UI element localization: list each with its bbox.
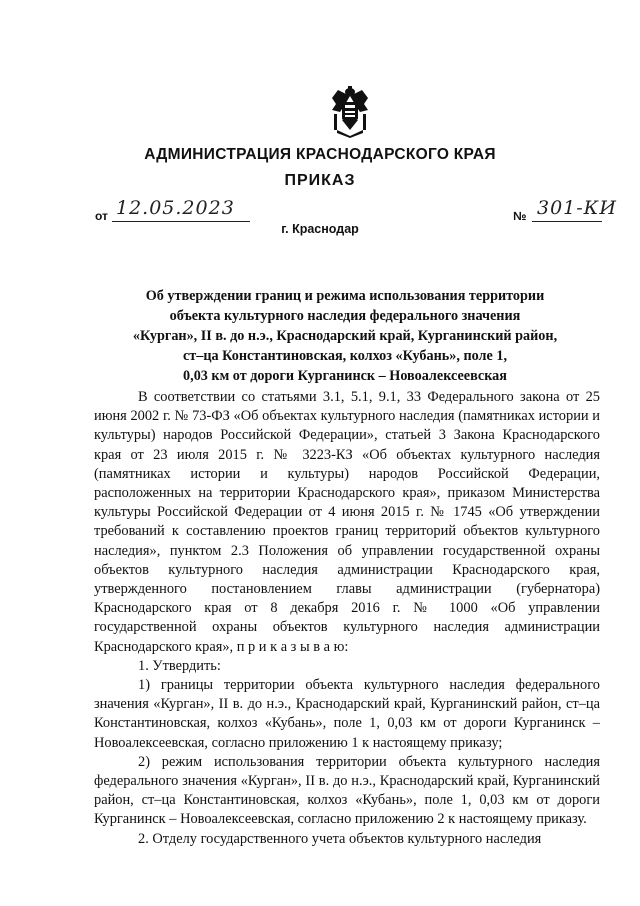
title-line: 0,03 км от дороги Курганинск – Новоалексеевская: [183, 368, 507, 384]
item-1-1: 1) границы территории объекта культурного наследия федерального значения «Курган», II в. до н.э., Краснодарский край, Курганинский район, ст–ца Константиновская, колхоз «Кубань», поле 1, 0,03 км от дороги Курганинск – Новоалексеевская, согласно приложению 1 к настоящему приказу;: [94, 677, 600, 751]
title-line: объекта культурного наследия федерального значения: [169, 308, 521, 324]
document-title: [90, 286, 600, 386]
item-2: 2. Отделу государственного учета объектов культурного наследия: [138, 830, 542, 847]
item-1-2: 2) режим использования территории объекта культурного наследия федерального значения «Курган», II в. до н.э., Краснодарский край, Курганинский район, ст–ца Константиновская, колхоз «Кубань», поле 1, 0,03 км от дороги Курганинск – Новоалексеевская, согласно приложению 2 к настоящему приказу.: [94, 753, 600, 828]
title-line: Об утверждении границ и режима использования территории: [145, 288, 545, 304]
document-type: ПРИКАЗ: [284, 172, 356, 189]
coat-of-arms-emblem: [328, 84, 372, 138]
item-1: 1. Утвердить:: [138, 657, 221, 674]
city: г. Краснодар: [281, 222, 359, 236]
date-handwritten: 12.05.2023: [116, 197, 235, 219]
title-line: «Курган», II в. до н.э., Краснодарский край, Курганинский район,: [132, 328, 558, 344]
document-body: [94, 388, 600, 849]
organization-name: АДМИНИСТРАЦИЯ КРАСНОДАРСКОГО КРАЯ: [144, 146, 496, 163]
date-prefix: от: [95, 209, 108, 223]
number-prefix: №: [513, 209, 527, 223]
preamble-paragraph: В соответствии со статьями 3.1, 5.1, 9.1, 33 Федерального закона от 25 июня 2002 г. № 73-ФЗ «Об объектах культурного наследия (памятниках истории и культуры) народов Российской Федерации», статьей 3 Закона Краснодарского края от 23 июля 2015 г. № 3223-КЗ «Об объектах культурного наследия (памятниках истории и культуры) народов Российской Федерации, расположенных на территории Краснодарского края», приказом Министерства культуры Российской Федерации от 4 июня 2015 г. № 1745 «Об утверждении требований к составлению проектов границ территорий объектов культурного наследия», пунктом 2.3 Положения об управлении государственной охраны объектов культурного наследия администрации Краснодарского края, утвержденного постановлением главы администрации (губернатора) Краснодарского края от 8 декабря 2016 г. № 1000 «Об управлении государственной охраны объектов культурного наследия администрации Краснодарского края», п р и к а з ы в а ю:: [94, 389, 600, 655]
title-line: ст–ца Константиновская, колхоз «Кубань», поле 1,: [182, 348, 507, 364]
number-handwritten: 301-КИ: [537, 197, 617, 219]
